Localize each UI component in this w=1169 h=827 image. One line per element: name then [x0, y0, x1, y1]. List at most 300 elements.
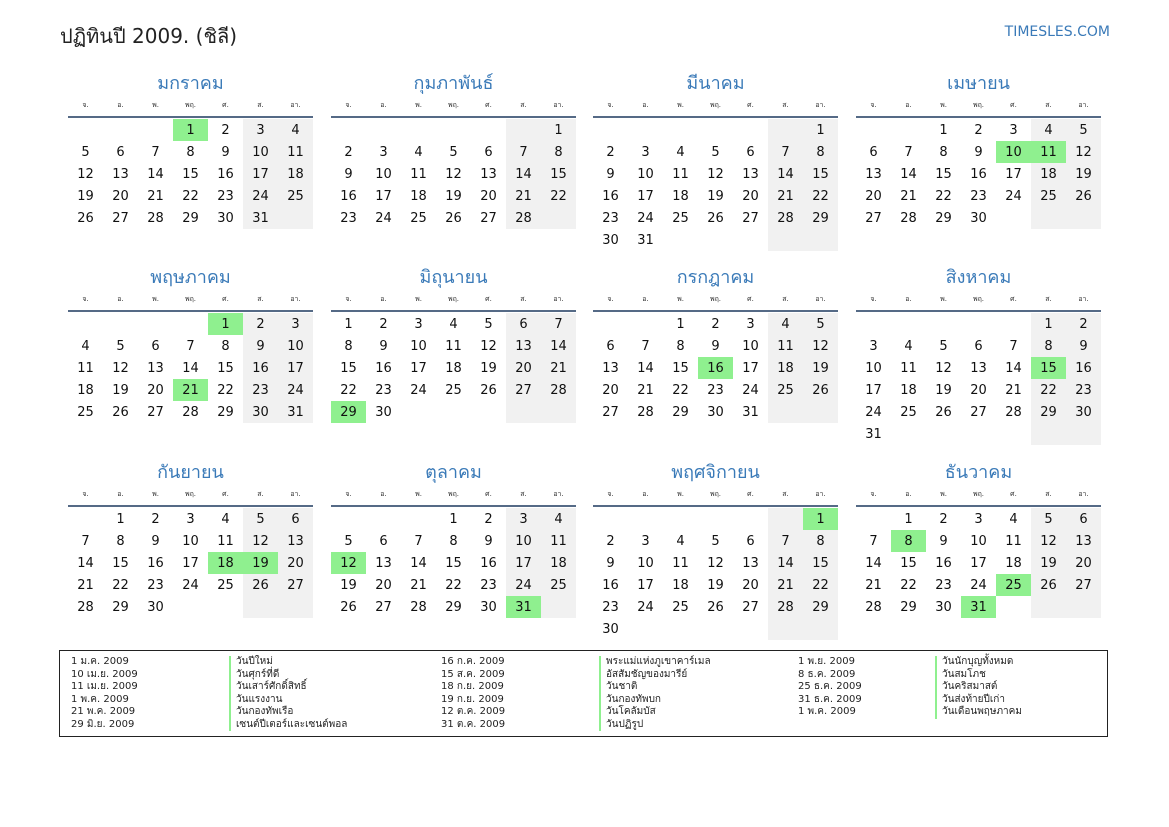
day-cell: 3 [641, 144, 650, 160]
weekday-label: พฤ. [972, 294, 985, 303]
day-cell: 7 [768, 141, 803, 163]
holiday-name: วันชาติ [599, 681, 711, 694]
day-cell: 31 [865, 426, 882, 442]
day-cell: 7 [81, 533, 90, 549]
day-cell: 25 [672, 210, 689, 226]
weekday-label: พ. [152, 294, 159, 303]
day-cell: 17 [278, 357, 313, 379]
day-cell: 28 [410, 599, 427, 615]
day-cell: 14 [410, 555, 427, 571]
empty-cell [471, 401, 506, 423]
weekday-label: จ. [870, 100, 877, 109]
day-cell: 8 [449, 533, 458, 549]
empty-cell [628, 119, 663, 141]
empty-cell [278, 596, 313, 618]
day-cell: 20 [375, 577, 392, 593]
empty-cell [1066, 596, 1101, 618]
empty-cell [1031, 423, 1066, 445]
empty-cell [891, 119, 926, 141]
day-cell: 21 [147, 188, 164, 204]
day-cell: 16 [698, 357, 733, 379]
month-name: ธันวาคม [944, 462, 1013, 483]
month-name: กันยายน [157, 462, 224, 483]
empty-cell [768, 119, 803, 141]
holiday-date: 1 พ.ย. 2009 [798, 656, 855, 667]
day-cell: 25 [541, 574, 576, 596]
day-cell: 21 [410, 577, 427, 593]
holiday-name: วันเดือนพฤษภาคม [935, 706, 1022, 719]
day-cell: 10 [410, 338, 427, 354]
weekday-label: พฤ. [972, 100, 985, 109]
day-cell: 26 [935, 404, 952, 420]
weekday-label: อ. [905, 294, 912, 303]
day-cell: 6 [506, 313, 541, 335]
day-cell: 6 [606, 338, 615, 354]
day-grid [68, 119, 313, 229]
empty-cell [1031, 207, 1066, 229]
empty-cell [663, 229, 698, 251]
day-cell: 26 [77, 210, 94, 226]
empty-cell [996, 596, 1031, 618]
empty-cell [593, 508, 628, 530]
day-cell: 23 [375, 382, 392, 398]
day-cell: 24 [637, 599, 654, 615]
empty-cell [593, 313, 628, 335]
day-cell: 16 [1066, 357, 1101, 379]
weekday-label: ศ. [1010, 294, 1017, 303]
day-cell: 12 [707, 166, 724, 182]
empty-cell [803, 618, 838, 640]
day-cell: 12 [77, 166, 94, 182]
weekday-label: อ. [642, 294, 649, 303]
day-cell: 20 [602, 382, 619, 398]
day-cell: 15 [900, 555, 917, 571]
empty-cell [803, 401, 838, 423]
weekday-label: ส. [257, 489, 264, 498]
day-cell: 29 [1031, 401, 1066, 423]
day-cell: 15 [935, 166, 952, 182]
day-cell: 27 [375, 599, 392, 615]
day-cell: 27 [742, 210, 759, 226]
weekday-label: พฤ. [709, 100, 722, 109]
empty-cell [891, 423, 926, 445]
day-cell: 2 [939, 511, 948, 527]
weekday-label: อา. [815, 100, 826, 109]
day-cell: 7 [904, 144, 913, 160]
day-cell: 9 [606, 166, 615, 182]
day-cell: 31 [278, 401, 313, 423]
day-cell: 20 [147, 382, 164, 398]
day-cell: 21 [900, 188, 917, 204]
day-cell: 26 [707, 599, 724, 615]
day-cell: 24 [506, 574, 541, 596]
day-cell: 19 [112, 382, 129, 398]
day-cell: 19 [935, 382, 952, 398]
day-cell: 13 [1066, 530, 1101, 552]
empty-cell [506, 119, 541, 141]
weekday-label: อา. [1078, 294, 1089, 303]
weekday-label: พฤ. [447, 100, 460, 109]
weekday-label: จ. [82, 294, 89, 303]
day-cell: 28 [900, 210, 917, 226]
weekday-label: พ. [677, 100, 684, 109]
day-cell: 15 [182, 166, 199, 182]
holiday-date: 19 ก.ย. 2009 [441, 693, 504, 705]
holiday-name: วันกองทัพเรือ [229, 706, 347, 719]
empty-cell [138, 313, 173, 335]
day-cell: 23 [147, 577, 164, 593]
weekday-label: ศ. [747, 294, 754, 303]
day-cell: 14 [541, 335, 576, 357]
day-cell: 24 [865, 404, 882, 420]
weekday-header [68, 96, 313, 114]
weekday-label: พฤ. [447, 294, 460, 303]
day-cell: 13 [480, 166, 497, 182]
day-cell: 22 [217, 382, 234, 398]
day-cell: 7 [869, 533, 878, 549]
day-cell: 8 [186, 144, 195, 160]
day-cell: 18 [900, 382, 917, 398]
empty-cell [733, 508, 768, 530]
empty-cell [628, 508, 663, 530]
day-cell: 26 [707, 210, 724, 226]
day-cell: 5 [449, 144, 458, 160]
day-cell: 2 [1066, 313, 1101, 335]
day-cell: 18 [410, 188, 427, 204]
empty-cell [103, 119, 138, 141]
empty-cell [401, 401, 436, 423]
day-cell: 24 [970, 577, 987, 593]
day-cell: 29 [331, 401, 366, 423]
day-cell: 28 [637, 404, 654, 420]
day-cell: 16 [217, 166, 234, 182]
month-name: พฤษภาคม [150, 267, 231, 288]
empty-cell [68, 508, 103, 530]
month-block [856, 461, 1101, 618]
day-cell: 28 [768, 207, 803, 229]
day-cell: 13 [970, 360, 987, 376]
empty-cell [733, 119, 768, 141]
empty-cell [593, 119, 628, 141]
day-cell: 20 [1066, 552, 1101, 574]
day-cell: 17 [742, 360, 759, 376]
day-cell: 8 [939, 144, 948, 160]
weekday-label: พ. [677, 489, 684, 498]
weekday-label: อา. [553, 100, 564, 109]
holiday-name: วันนักบุญทั้งหมด [935, 656, 1022, 669]
day-cell: 19 [1066, 163, 1101, 185]
month-name: กรกฎาคม [676, 267, 755, 288]
day-cell: 17 [865, 382, 882, 398]
empty-cell [856, 508, 891, 530]
day-cell: 22 [935, 188, 952, 204]
empty-cell [103, 313, 138, 335]
holiday-name: วันศุกร์ที่ดี [229, 669, 347, 682]
weekday-label: ส. [1045, 294, 1052, 303]
empty-cell [173, 596, 208, 618]
day-cell: 28 [768, 596, 803, 618]
day-cell: 14 [182, 360, 199, 376]
day-cell: 31 [961, 596, 996, 618]
holiday-name: อัสสัมชัญของมารีย์ [599, 669, 711, 682]
day-cell: 31 [742, 404, 759, 420]
empty-cell [698, 618, 733, 640]
day-cell: 23 [340, 210, 357, 226]
day-cell: 14 [900, 166, 917, 182]
day-cell: 21 [173, 379, 208, 401]
empty-cell [663, 508, 698, 530]
month-divider [331, 310, 576, 312]
day-cell: 29 [182, 210, 199, 226]
weekday-label: ส. [782, 294, 789, 303]
day-cell: 11 [77, 360, 94, 376]
weekday-label: จ. [82, 100, 89, 109]
day-cell: 12 [243, 530, 278, 552]
day-cell: 22 [803, 185, 838, 207]
day-cell: 5 [344, 533, 353, 549]
day-cell: 15 [672, 360, 689, 376]
holiday-column [441, 656, 711, 731]
weekday-label: จ. [607, 294, 614, 303]
weekday-header [68, 290, 313, 308]
holiday-date: 1 ม.ค. 2009 [71, 656, 129, 667]
day-cell: 4 [676, 144, 685, 160]
weekday-header [331, 290, 576, 308]
holiday-date: 29 มิ.ย. 2009 [71, 718, 135, 730]
day-cell: 20 [742, 188, 759, 204]
day-cell: 22 [900, 577, 917, 593]
day-cell: 5 [711, 533, 720, 549]
month-block [331, 72, 576, 229]
day-grid [68, 508, 313, 618]
weekday-label: พฤ. [972, 489, 985, 498]
weekday-header [593, 290, 838, 308]
empty-cell [208, 596, 243, 618]
day-cell: 8 [803, 530, 838, 552]
empty-cell [856, 119, 891, 141]
empty-cell [926, 423, 961, 445]
weekday-label: อ. [642, 100, 649, 109]
day-cell: 12 [1031, 530, 1066, 552]
month-name: พฤศจิกายน [671, 462, 760, 483]
day-cell: 3 [641, 533, 650, 549]
day-cell: 11 [1005, 533, 1022, 549]
empty-cell [68, 119, 103, 141]
day-cell: 9 [606, 555, 615, 571]
day-cell: 11 [410, 166, 427, 182]
holiday-date: 18 ก.ย. 2009 [441, 681, 504, 692]
day-cell: 10 [375, 166, 392, 182]
empty-cell [996, 313, 1031, 335]
month-divider [68, 505, 313, 507]
month-name: มิถุนายน [419, 267, 488, 288]
day-cell: 1 [116, 511, 125, 527]
day-grid [593, 508, 838, 640]
day-cell: 29 [112, 599, 129, 615]
day-cell: 10 [637, 166, 654, 182]
empty-cell [541, 596, 576, 618]
day-cell: 7 [186, 338, 195, 354]
day-cell: 5 [939, 338, 948, 354]
holiday-name: วันเสาร์ศักดิ์สิทธิ์ [229, 681, 347, 694]
day-cell: 18 [672, 577, 689, 593]
weekday-label: ศ. [485, 489, 492, 498]
day-cell: 16 [340, 188, 357, 204]
day-cell: 18 [77, 382, 94, 398]
weekday-label: พ. [152, 489, 159, 498]
weekday-label: พฤ. [184, 100, 197, 109]
holiday-date: 12 ต.ค. 2009 [441, 706, 506, 717]
day-cell: 11 [541, 530, 576, 552]
day-cell: 23 [1066, 379, 1101, 401]
day-cell: 28 [541, 379, 576, 401]
day-cell: 10 [996, 141, 1031, 163]
holiday-column [798, 656, 1022, 719]
empty-cell [1031, 596, 1066, 618]
day-cell: 30 [147, 599, 164, 615]
empty-cell [436, 401, 471, 423]
month-block [593, 266, 838, 423]
day-cell: 16 [375, 360, 392, 376]
weekday-label: พ. [677, 294, 684, 303]
day-cell: 22 [803, 574, 838, 596]
holiday-date: 11 เม.ย. 2009 [71, 681, 138, 692]
day-cell: 6 [379, 533, 388, 549]
day-cell: 13 [742, 166, 759, 182]
weekday-label: อ. [380, 294, 387, 303]
weekday-header [68, 485, 313, 503]
day-cell: 6 [151, 338, 160, 354]
day-cell: 9 [484, 533, 493, 549]
day-cell: 15 [217, 360, 234, 376]
holiday-date: 25 ธ.ค. 2009 [798, 681, 862, 692]
empty-cell [401, 508, 436, 530]
day-cell: 30 [1066, 401, 1101, 423]
holiday-date: 10 เม.ย. 2009 [71, 668, 138, 680]
day-cell: 5 [116, 338, 125, 354]
month-block [593, 72, 838, 251]
day-cell: 23 [480, 577, 497, 593]
day-cell: 6 [746, 144, 755, 160]
weekday-label: อา. [290, 294, 301, 303]
empty-cell [331, 508, 366, 530]
day-cell: 15 [445, 555, 462, 571]
weekday-label: พฤ. [709, 294, 722, 303]
day-cell: 30 [480, 599, 497, 615]
day-cell: 10 [637, 555, 654, 571]
day-cell: 30 [217, 210, 234, 226]
day-cell: 11 [217, 533, 234, 549]
day-cell: 18 [672, 188, 689, 204]
day-cell: 30 [707, 404, 724, 420]
day-cell: 21 [506, 185, 541, 207]
weekday-header [856, 485, 1101, 503]
weekday-label: ศ. [222, 100, 229, 109]
day-cell: 5 [484, 316, 493, 332]
weekday-label: ศ. [1010, 100, 1017, 109]
month-name: มกราคม [157, 73, 224, 94]
day-cell: 15 [803, 163, 838, 185]
weekday-label: ส. [520, 489, 527, 498]
day-cell: 13 [375, 555, 392, 571]
day-cell: 16 [935, 555, 952, 571]
empty-cell [366, 119, 401, 141]
day-cell: 28 [147, 210, 164, 226]
weekday-label: พ. [940, 489, 947, 498]
holiday-column [71, 656, 347, 731]
holiday-name: วันสมโภช [935, 669, 1022, 682]
empty-cell [471, 119, 506, 141]
day-cell: 15 [1031, 357, 1066, 379]
weekday-label: พฤ. [447, 489, 460, 498]
day-cell: 24 [1005, 188, 1022, 204]
site-link[interactable]: TIMESLES.COM [1004, 24, 1110, 40]
day-cell: 19 [803, 357, 838, 379]
holiday-name: วันโคลัมบัส [599, 706, 711, 719]
day-cell: 29 [935, 210, 952, 226]
day-cell: 21 [77, 577, 94, 593]
day-cell: 26 [243, 574, 278, 596]
empty-cell [856, 313, 891, 335]
month-name: กุมภาพันธ์ [413, 73, 494, 94]
weekday-label: อา. [290, 489, 301, 498]
day-cell: 18 [1005, 555, 1022, 571]
weekday-label: ส. [520, 100, 527, 109]
day-cell: 16 [970, 166, 987, 182]
day-cell: 25 [672, 599, 689, 615]
day-cell: 14 [768, 163, 803, 185]
day-cell: 11 [1031, 141, 1066, 163]
day-cell: 6 [1066, 508, 1101, 530]
day-cell: 27 [970, 404, 987, 420]
month-name: ตุลาคม [425, 462, 482, 483]
weekday-label: อา. [553, 294, 564, 303]
day-cell: 3 [1009, 122, 1018, 138]
weekday-label: อา. [553, 489, 564, 498]
holiday-name: วันปฏิรูป [599, 719, 711, 732]
weekday-label: อ. [905, 489, 912, 498]
day-cell: 12 [803, 335, 838, 357]
weekday-header [331, 485, 576, 503]
day-cell: 26 [1066, 185, 1101, 207]
day-cell: 19 [77, 188, 94, 204]
empty-cell [768, 229, 803, 251]
day-cell: 18 [208, 552, 243, 574]
day-grid [331, 313, 576, 423]
day-cell: 16 [243, 357, 278, 379]
weekday-label: ส. [257, 100, 264, 109]
holiday-name: วันคริสมาสต์ [935, 681, 1022, 694]
empty-cell [541, 207, 576, 229]
weekday-label: ศ. [222, 294, 229, 303]
day-cell: 26 [112, 404, 129, 420]
holiday-name: วันปีใหม่ [229, 656, 347, 669]
day-cell: 18 [768, 357, 803, 379]
day-cell: 5 [711, 144, 720, 160]
day-cell: 11 [672, 555, 689, 571]
empty-cell [628, 618, 663, 640]
day-cell: 3 [869, 338, 878, 354]
day-cell: 2 [484, 511, 493, 527]
day-cell: 8 [803, 141, 838, 163]
day-cell: 29 [803, 596, 838, 618]
day-cell: 17 [243, 163, 278, 185]
day-cell: 16 [147, 555, 164, 571]
day-cell: 22 [1031, 379, 1066, 401]
empty-cell [506, 401, 541, 423]
empty-cell [68, 313, 103, 335]
day-cell: 29 [672, 404, 689, 420]
